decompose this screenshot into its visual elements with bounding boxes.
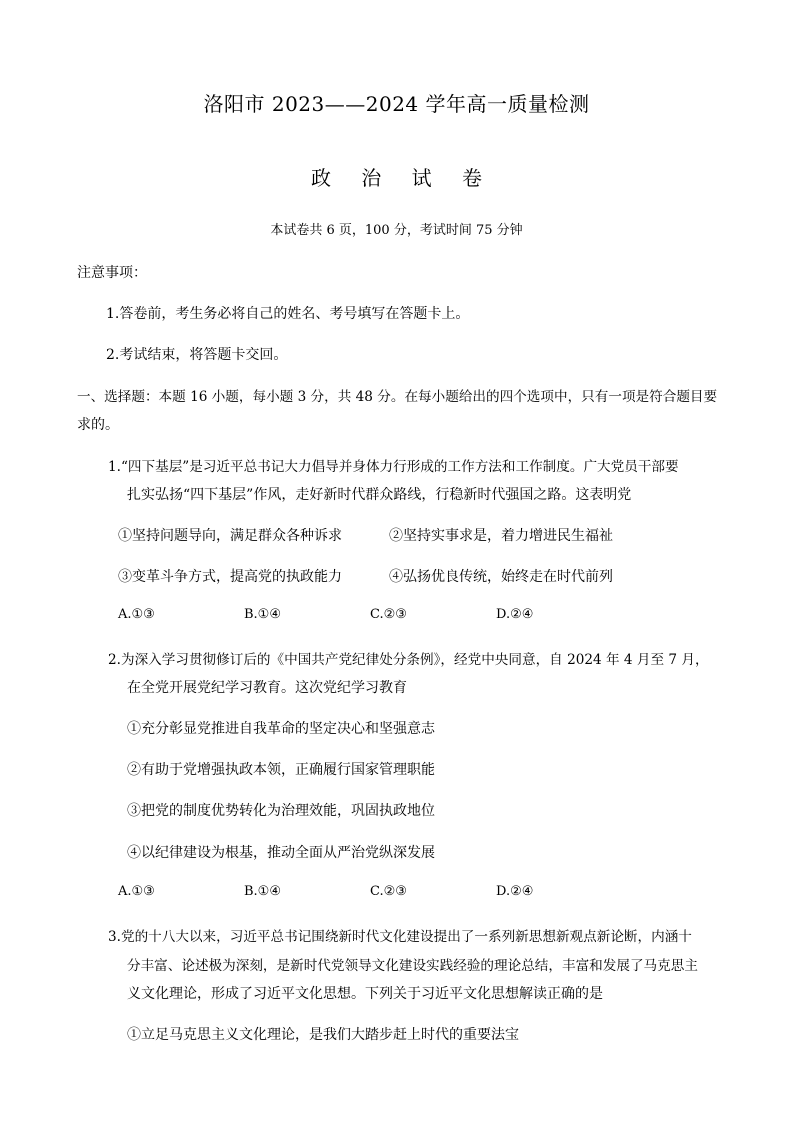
- question-3-stem-line-3: 义文化理论，形成了习近平文化思想。下列关于习近平文化思想解读正确的是: [127, 986, 603, 1002]
- question-2-option-a: A.①③: [118, 884, 155, 899]
- question-2-item-3: ③把党的制度优势转化为治理效能，巩固执政地位: [127, 803, 435, 819]
- question-1-option-b: B.①④: [244, 607, 281, 622]
- question-1-option-c: C.②③: [370, 607, 407, 622]
- question-2-option-c: C.②③: [370, 884, 407, 899]
- question-1-option-d: D.②④: [496, 607, 534, 622]
- question-1-item-2: ②坚持实事求是，着力增进民生福祉: [389, 528, 613, 544]
- question-3-stem-line-1: 3.党的十八大以来，习近平总书记围绕新时代文化建设提出了一系列新思想新观点新论断，内涵十: [108, 929, 692, 945]
- question-3-stem-line-2: 分丰富、论述极为深刻，是新时代党领导文化建设实践经验的理论总结，丰富和发展了马克思主: [127, 958, 698, 974]
- subject-title: 政 治 试 卷: [310, 166, 495, 190]
- exam-info: 本试卷共 6 页，100 分，考试时间 75 分钟: [270, 223, 523, 238]
- section-heading: 一、选择题：本题 16 小题，每小题 3 分，共 48 分。在每小题给出的四个选项中，只有一项是符合题目要: [77, 389, 718, 405]
- note-item-2: 2.考试结束，将答题卡交回。: [106, 347, 288, 363]
- question-3-item-1: ①立足马克思主义文化理论，是我们大踏步赶上时代的重要法宝: [127, 1027, 519, 1043]
- question-2-option-b: B.①④: [244, 884, 281, 899]
- question-2-item-2: ②有助于党增强执政本领，正确履行国家管理职能: [127, 762, 435, 778]
- question-1-option-a: A.①③: [118, 607, 155, 622]
- question-2-option-d: D.②④: [496, 884, 534, 899]
- notes-heading: 注意事项：: [77, 265, 147, 281]
- exam-title: 洛阳市 2023——2024 学年高一质量检测: [203, 92, 590, 116]
- question-2-stem-line-1: 2.为深入学习贯彻修订后的《中国共产党纪律处分条例》，经党中央同意，自 2024 年 4 月至 7 月，: [108, 652, 709, 668]
- question-1-stem-line-1: 1.“四下基层”是习近平总书记大力倡导并身体力行形成的工作方法和工作制度。广大党员干部要: [108, 459, 679, 475]
- section-heading-cont: 求的。: [77, 417, 119, 433]
- question-2-stem-line-2: 在全党开展党纪学习教育。这次党纪学习教育: [127, 680, 407, 696]
- question-2-item-4: ④以纪律建设为根基，推动全面从严治党纵深发展: [127, 845, 435, 861]
- question-2-item-1: ①充分彰显党推进自我革命的坚定决心和坚强意志: [127, 721, 435, 737]
- question-1-item-4: ④弘扬优良传统，始终走在时代前列: [389, 569, 613, 585]
- question-1-item-1: ①坚持问题导向，满足群众各种诉求: [118, 528, 342, 544]
- question-1-item-3: ③变革斗争方式，提高党的执政能力: [118, 569, 342, 585]
- question-1-stem-line-2: 扎实弘扬“四下基层”作风，走好新时代群众路线，行稳新时代强国之路。这表明党: [127, 487, 632, 503]
- note-item-1: 1.答卷前，考生务必将自己的姓名、考号填写在答题卡上。: [106, 306, 470, 322]
